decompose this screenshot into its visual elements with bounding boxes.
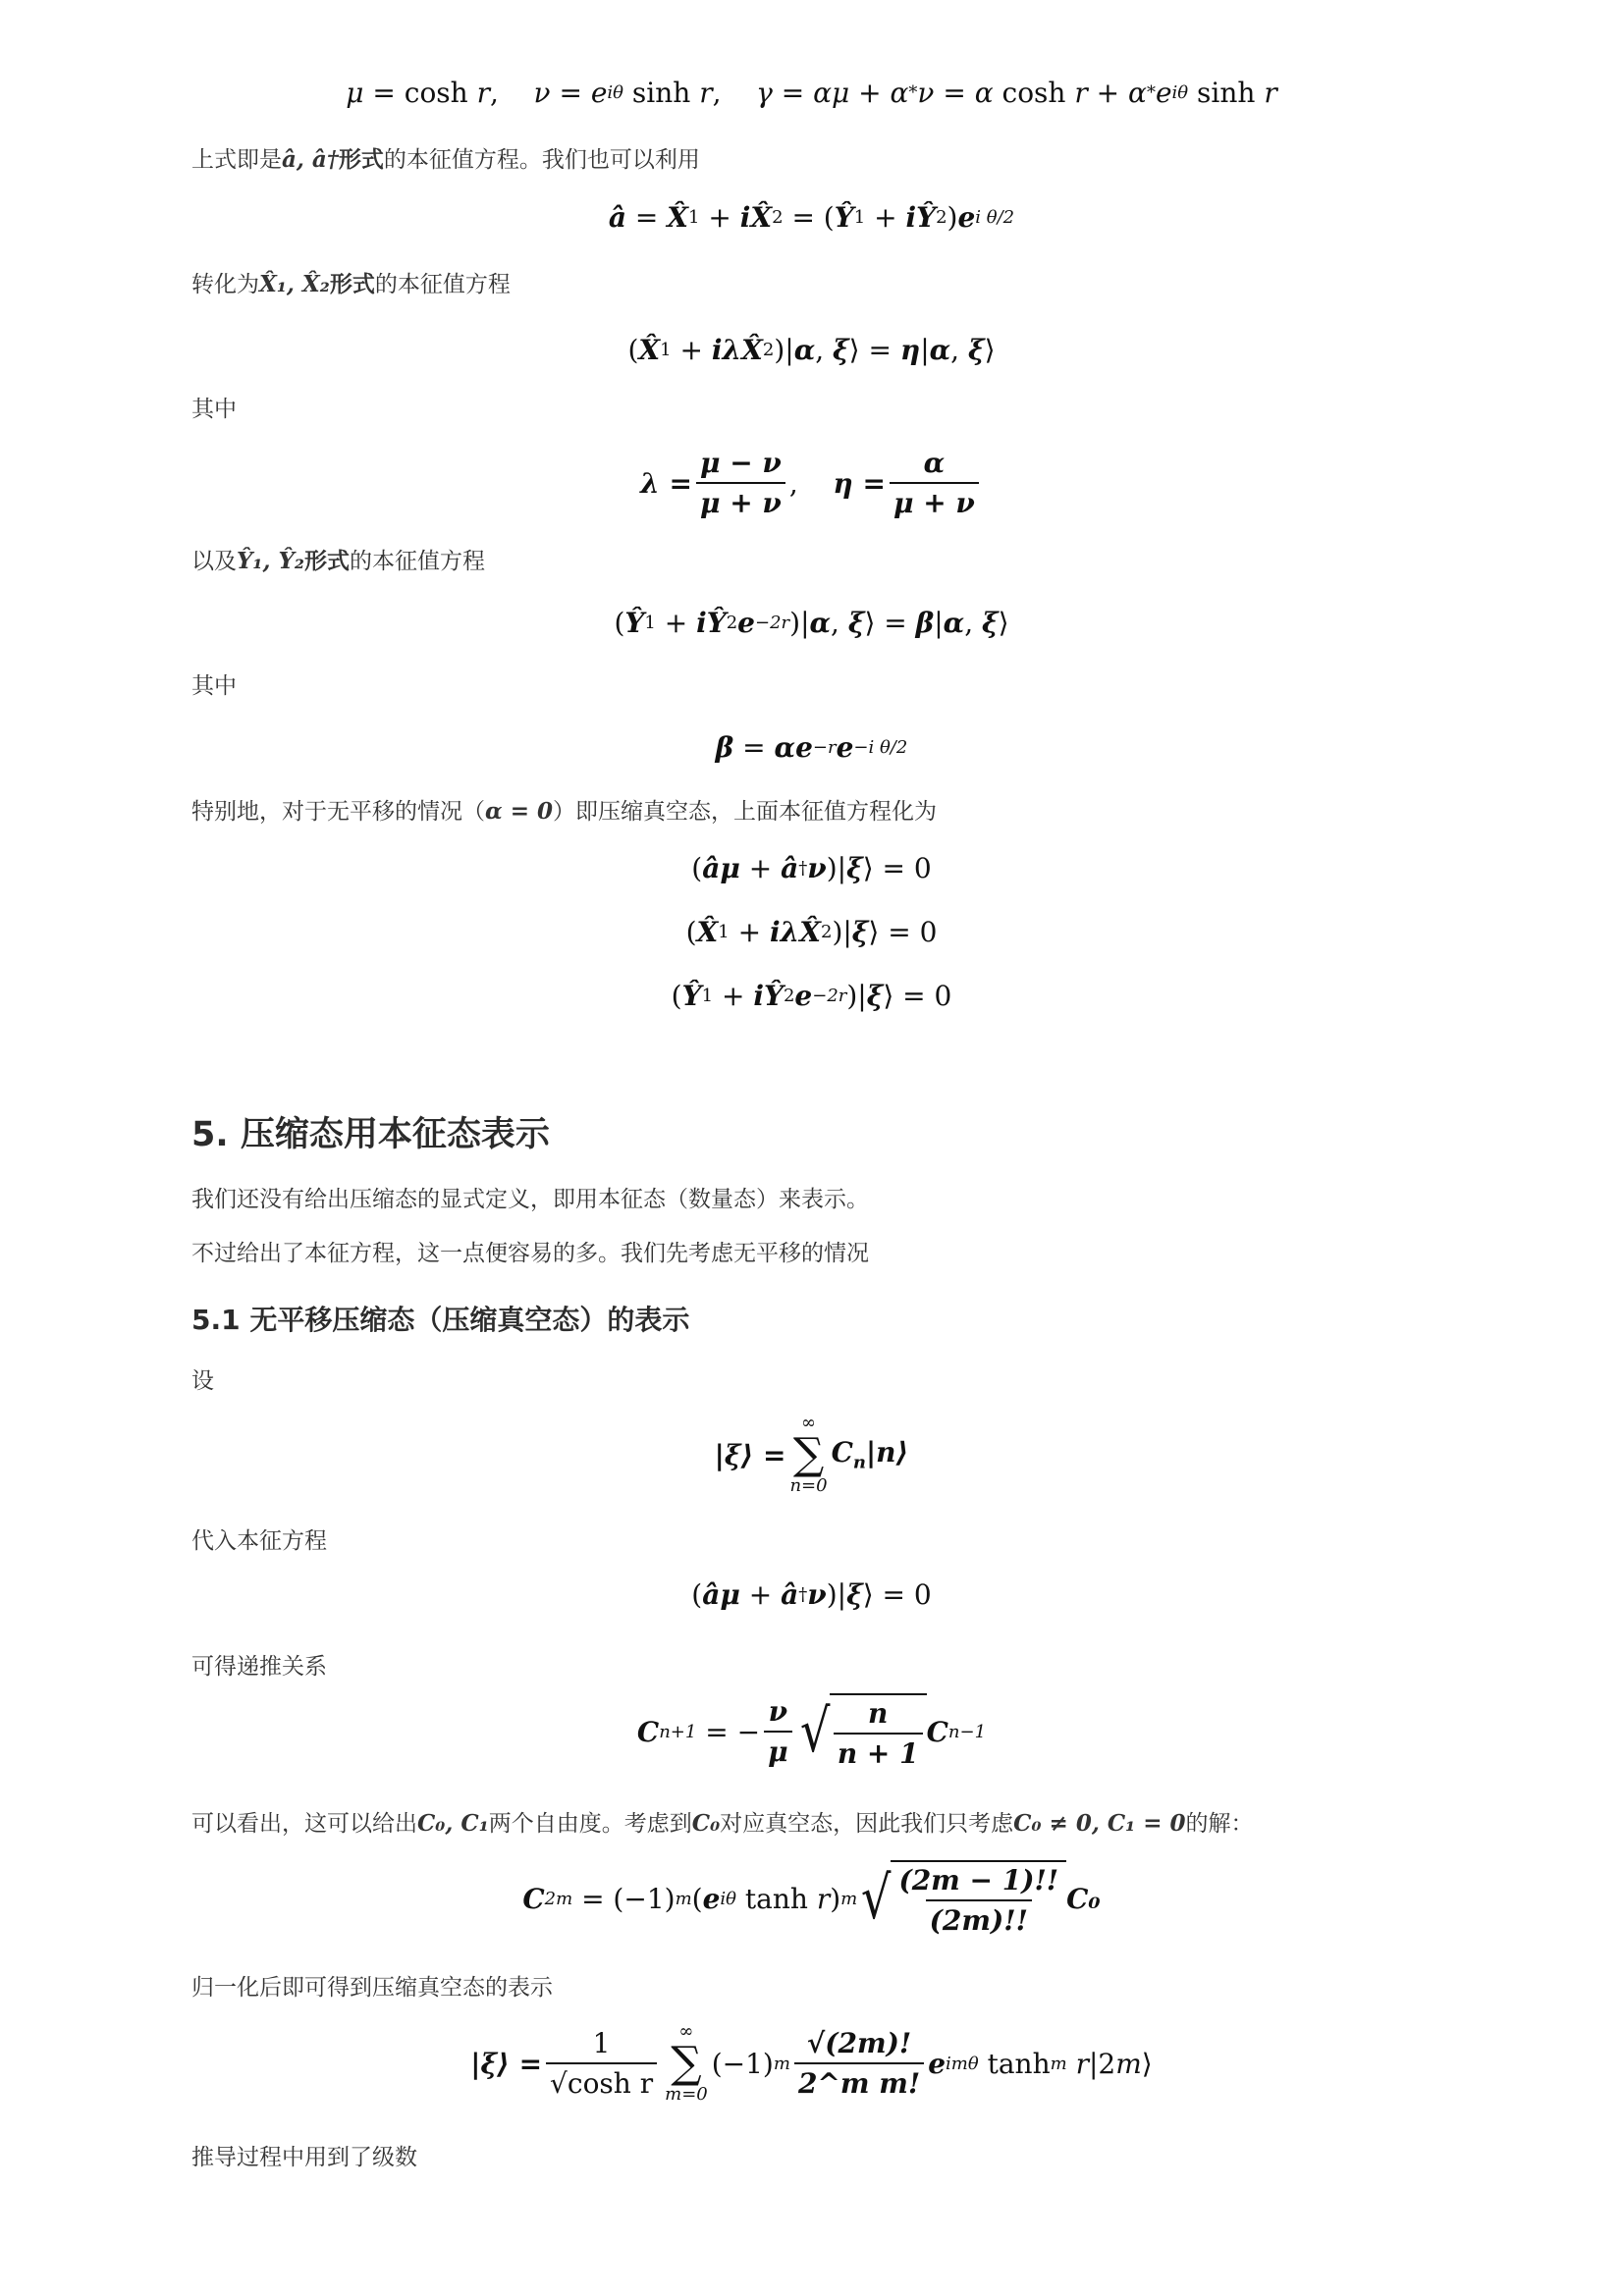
paragraph-vacuum-case: 特别地，对于无平移的情况（α = 0）即压缩真空态，上面本征值方程化为 [191, 798, 937, 825]
paragraph-let: 设 [191, 1368, 214, 1394]
paragraph-degrees-of-freedom: 可以看出，这可以给出C₀, C₁两个自由度。考虑到C₀对应真空态，因此我们只考虑C₀ ≠ 0, C₁ = 0的解： [191, 1810, 1254, 1837]
equation-vacuum-x: ( X̂ 1 + iλX̂ 2 )| ξ ⟩ = 0 [685, 916, 938, 948]
equation-recurrence: C n+1 = − $\frac{\nu}{\mu}$ √ $\frac{n}{n + 1}$ C n−1 [636, 1695, 987, 1770]
equation-expansion: |ξ⟩ = ∞ ∑ n=0 $C_n|n⟩$ [714, 1413, 909, 1496]
equation-beta: β = αe −r e −i θ/2 [715, 731, 908, 764]
paragraph-no-definition: 我们还没有给出压缩态的显式定义，即用本征态（数量态）来表示。 [191, 1187, 869, 1212]
paragraph-substitute: 代入本征方程 [191, 1528, 327, 1554]
paragraph-eigen-y: 以及Ŷ₁, Ŷ₂形式的本征值方程 [191, 548, 485, 574]
equation-x-eigen: ( X̂ 1 + iλX̂ 2 )| α , ξ ⟩ = η | α , ξ ⟩ [627, 334, 996, 366]
paragraph-eigen-easy: 不过给出了本征方程，这一点便容易的多。我们先考虑无平移的情况 [191, 1241, 869, 1266]
paragraph-where-1: 其中 [191, 397, 237, 422]
equation-mu-nu-gamma: μ = cosh r , ν = e iθ sinh r , γ = αμ + α * ν = α cosh r + α * e iθ sinh r [346, 77, 1277, 109]
paragraph-recurrence: 可得递推关系 [191, 1654, 327, 1680]
equation-vacuum-a: ( âμ + â † ν )| ξ ⟩ = 0 [691, 852, 932, 884]
equation-squeezed-vacuum: |ξ⟩ = $\frac{1}{\text{√cosh r}}$ ∞ ∑ m=0 (−1) m $\frac{√(2m)!}{\text{2\textasciicircum{}m m!}}$ e imθ tanh m r |2 m ⟩ [470, 2021, 1153, 2105]
section-heading-5-1: 5.1 无平移压缩态（压缩真空态）的表示 [191, 1304, 690, 1336]
paragraph-series: 推导过程中用到了级数 [191, 2145, 417, 2170]
paragraph-where-2: 其中 [191, 673, 237, 699]
section-heading-5: 5. 压缩态用本征态表示 [191, 1115, 550, 1154]
equation-a-hat: â = X̂ 1 + iX̂ 2 = ( Ŷ 1 + iŶ 2 ) e i θ/2 [608, 201, 1015, 234]
paragraph-eigen-a: 上式即是â, â†形式的本征值方程。我们也可以利用 [191, 146, 700, 173]
equation-c2m: C 2m = (−1) m ( e iθ tanh r ) m √ $\frac{(2m - 1)!!}{(2m)!!}$ C₀ [0, 1860, 1623, 1937]
equation-vacuum-y: ( Ŷ 1 + iŶ 2 e −2r )| ξ ⟩ = 0 [671, 980, 952, 1012]
paragraph-eigen-x: 转化为X̂₁, X̂₂形式的本征值方程 [191, 271, 511, 297]
equation-vacuum-a-2: ( âμ + â † ν )| ξ ⟩ = 0 [691, 1578, 932, 1611]
equation-y-eigen: ( Ŷ 1 + iŶ 2 e −2r )| α , ξ ⟩ = β | α , ξ ⟩ [614, 607, 1009, 639]
equation-lambda-eta: λ = $\frac{\mu - \nu}{\mu + \nu}$ , η = $\frac{\alpha}{\mu + \nu}$ [0, 447, 1623, 519]
paragraph-normalize: 归一化后即可得到压缩真空态的表示 [191, 1975, 553, 2001]
